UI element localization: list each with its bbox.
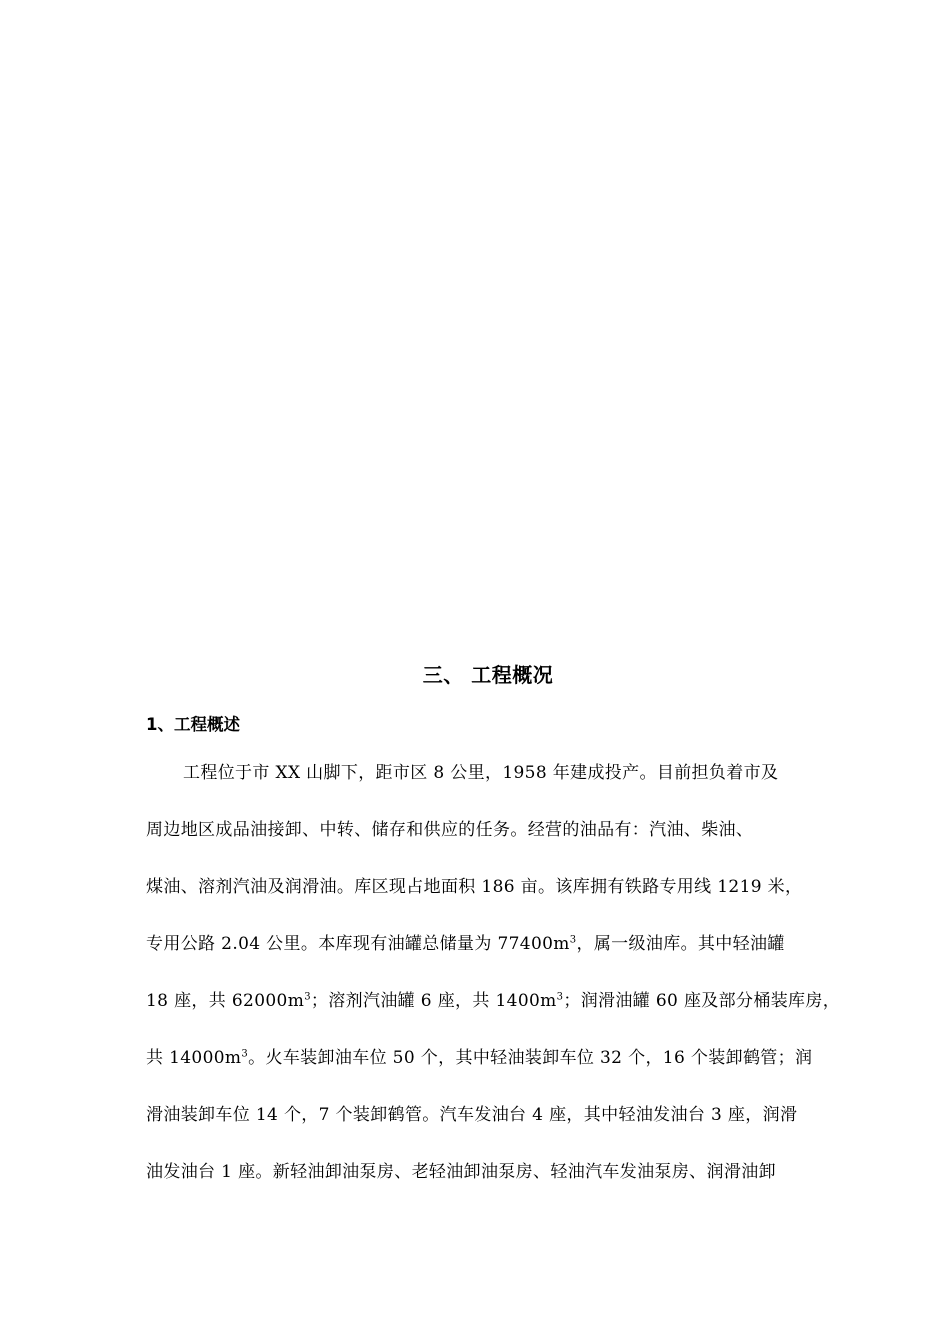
line-text: ，属一级油库。其中轻油罐: [576, 934, 785, 954]
paragraph-line: 工程位于市 XX 山脚下，距市区 8 公里，1958 年建成投产。目前担负着市及: [183, 763, 779, 783]
superscript: 3: [241, 1048, 249, 1060]
line-text: ；润滑油罐 60 座及部分桶装库房，: [563, 991, 841, 1011]
paragraph-line: 煤油、溶剂汽油及润滑油。库区现占地面积 186 亩。该库拥有铁路专用线 1219 米，: [146, 877, 803, 897]
section-title: 三、 工程概况: [422, 663, 554, 687]
paragraph-line: [146, 1043, 846, 1073]
line-text: 。火车装卸油车位 50 个，其中轻油装卸车位 32 个，16 个装卸鹤管；润: [248, 1048, 813, 1068]
paragraph-line: 滑油装卸车位 14 个，7 个装卸鹤管。汽车发油台 4 座，其中轻油发油台 3 座，润滑: [146, 1105, 798, 1125]
line-text: 18 座，共 62000m: [146, 991, 305, 1011]
paragraph-line: [146, 986, 846, 1016]
paragraph-line: 油发油台 1 座。新轻油卸油泵房、老轻油卸油泵房、轻油汽车发油泵房、润滑油卸: [146, 1162, 776, 1182]
superscript: 3: [556, 991, 564, 1003]
superscript: 3: [569, 934, 577, 946]
paragraph-line: 周边地区成品油接卸、中转、储存和供应的任务。经营的油品有：汽油、柴油、: [146, 820, 754, 840]
line-text: 共 14000m: [146, 1048, 242, 1068]
superscript: 3: [304, 991, 311, 1003]
paragraph-line: [146, 929, 846, 959]
subsection-heading: 1、工程概述: [146, 715, 240, 734]
line-text: ；溶剂汽油罐 6 座，共 1400m: [310, 991, 557, 1011]
line-text: 专用公路 2.04 公里。本库现有油罐总储量为 77400m: [146, 934, 570, 954]
